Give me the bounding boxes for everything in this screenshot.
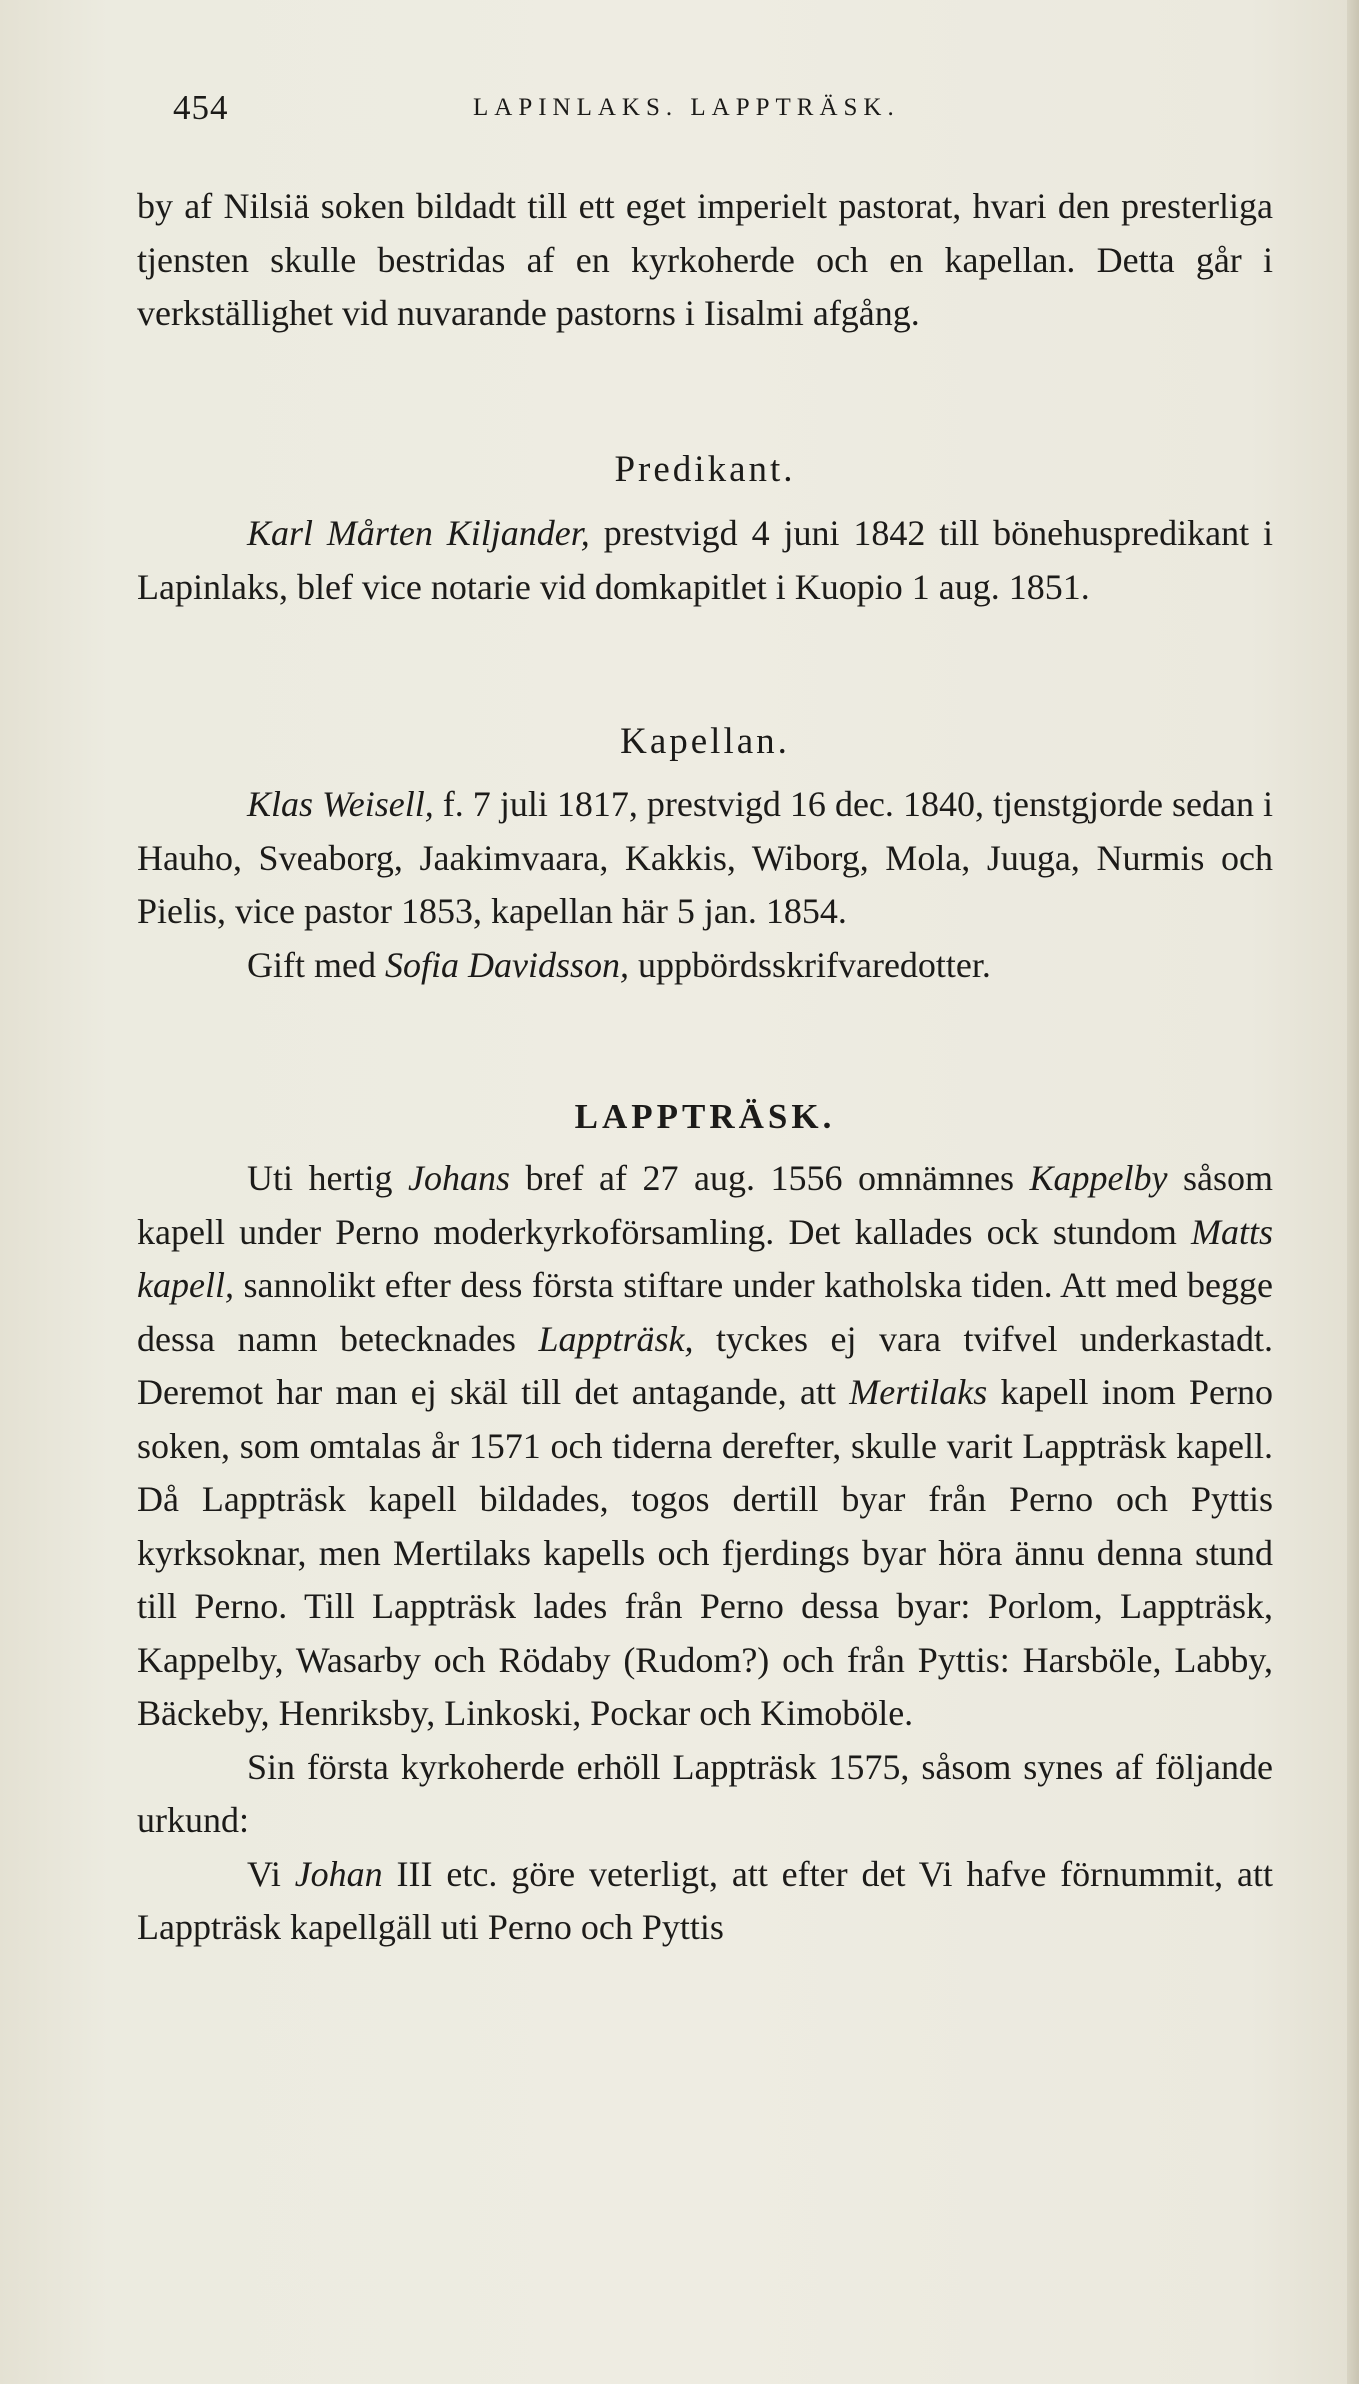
gift-prefix: Gift med (247, 944, 385, 985)
predikant-text: prestvigd 4 juni 1842 till bönehuspredikant i Lapinlaks, blef vice notarie vid domkapitlet i Kuopio 1 aug. 1851. (137, 513, 1273, 607)
kapellan-text: f. 7 juli 1817, prestvigd 16 dec. 1840, tjenstgjorde sedan i Hauho, Sveaborg, Jaakimvaara, Kakkis, Wiborg, Mola, Juuga, Nurmis och Pielis, vice pastor 1853, kapellan här 5 jan. 1854. (137, 784, 1273, 931)
lappträsk-section (137, 1152, 1273, 1955)
running-title: LAPINLAKS. LAPPTRÄSK. (473, 94, 900, 121)
predikant-name: Karl Mårten Kiljander, (247, 513, 590, 553)
italic-kappelby: Kappelby (1029, 1158, 1168, 1198)
kapellan-name: Klas Weisell, (247, 784, 434, 824)
italic-lappträsk: Lappträsk, (538, 1318, 694, 1359)
heading-lappträsk: LAPPTRÄSK. (574, 1097, 836, 1136)
intro-text: by af Nilsiä soken bildadt till ett eget imperielt pastorat, hvari den presterliga tjensten skulle bestridas af en kyrkoherde och en kapellan. Detta går i verkställighet vid nuvarande pastorns i Iisalmi afgång. (137, 186, 1273, 333)
intro-paragraph (137, 180, 1273, 341)
italic-johan: Johan (294, 1853, 383, 1894)
spouse-name: Sofia Davidsson, (384, 944, 629, 985)
page-number: 454 (173, 88, 229, 127)
italic-matts-kapell: Matts kapell, (137, 1211, 1273, 1305)
page-header (173, 88, 1273, 138)
italic-johans: Johans (408, 1158, 511, 1198)
gift-suffix: uppbördsskrifvaredotter. (629, 944, 991, 985)
predikant-entry (137, 507, 1273, 614)
heading-kapellan: Kapellan. (620, 721, 790, 762)
italic-mertilaks: Mertilaks (849, 1372, 988, 1412)
heading-predikant: Predikant. (614, 449, 796, 490)
lappträsk-paragraph-1: Uti hertig Johans bref af 27 aug. 1556 omnämnes Kappelby såsom kapell under Perno moderkyrkoförsamling. Det kallades ock stundom Matts kapell, sannolikt efter dess första stiftare under katholska tiden. Att med begge dessa namn betecknades Lappträsk, tyckes ej vara tvifvel underkastadt. Deremot har man ej skäl till det antagande, att Mertilaks kapell inom Perno soken, som omtalas år 1571 och tiderna derefter, skulle varit Lappträsk kapell. Då Lappträsk kapell bildades, togos dertill byar från Perno och Pyttis kyrksoknar, men Mertilaks kapells och fjerdings byar höra ännu denna stund till Perno. Till Lappträsk lades från Perno dessa byar: Porlom, Lappträsk, Kappelby, Wasarby och Rödaby (Rudom?) och från Pyttis: Harsböle, Labby, Bäckeby, Henriksby, Linkoski, Pockar och Kimoböle. (137, 1158, 1273, 1733)
page-edge (1347, 0, 1359, 2384)
lappträsk-paragraph-3: Vi Johan III etc. göre veterligt, att efter det Vi hafve förnummit, att Lappträsk kapellgäll uti Perno och Pyttis (137, 1853, 1273, 1947)
lappträsk-paragraph-2: Sin första kyrkoherde erhöll Lappträsk 1575, såsom synes af följande urkund: (137, 1746, 1273, 1840)
kapellan-entry (137, 778, 1273, 992)
